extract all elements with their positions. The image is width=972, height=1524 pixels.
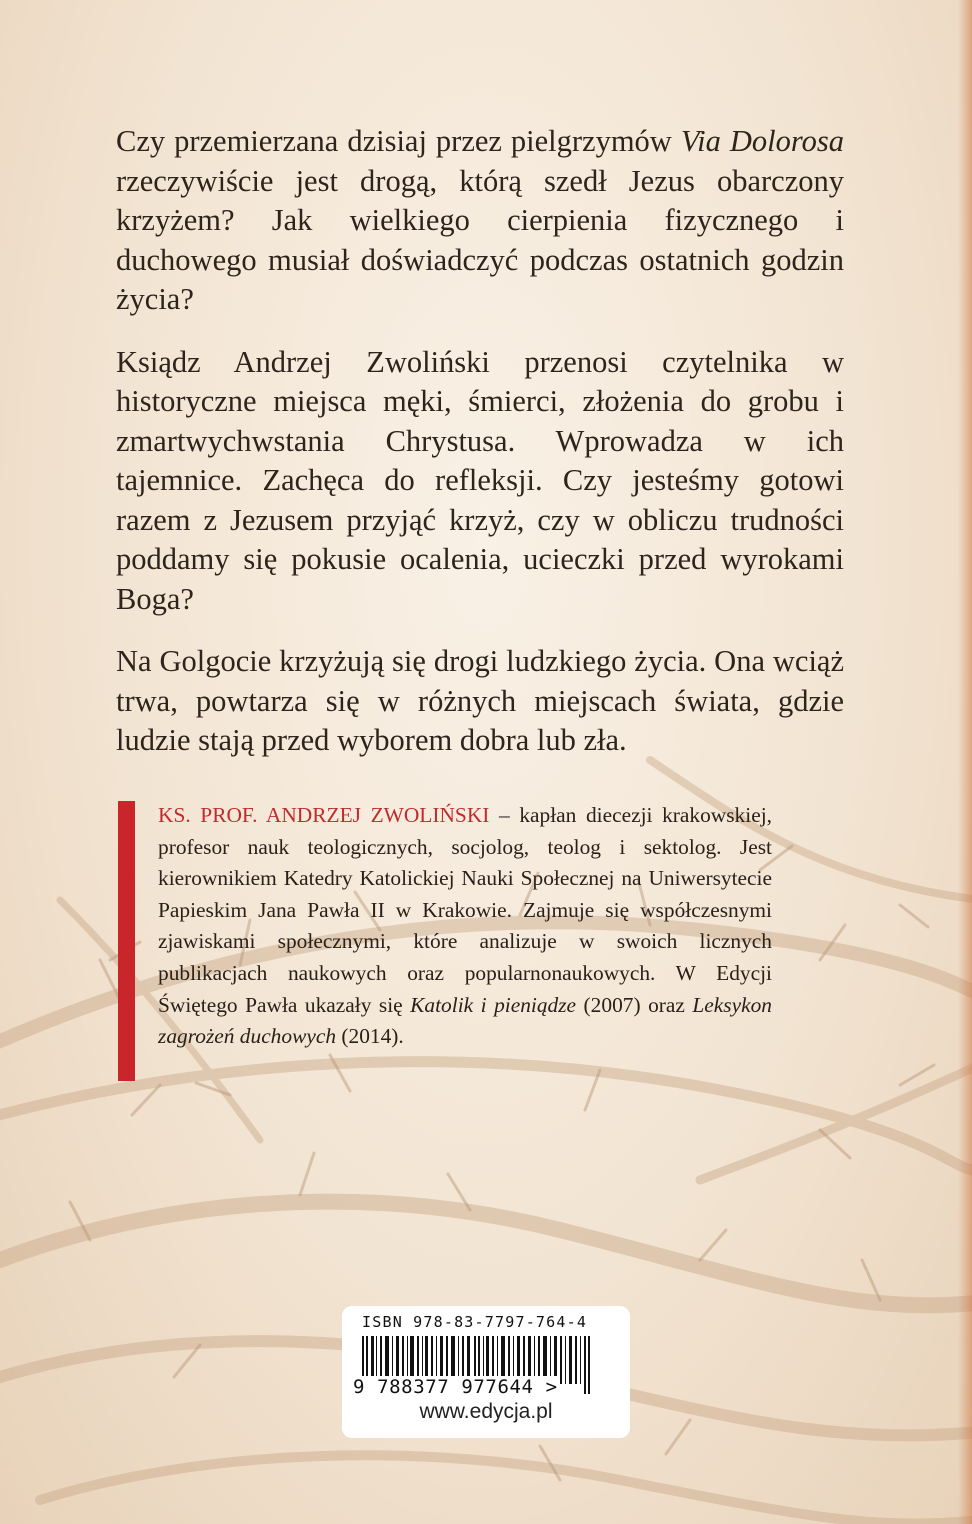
isbn-label: ISBN 978-83-7797-764-4 (362, 1313, 588, 1331)
blurb-paragraph-3: Na Golgocie krzyżują się drogi ludzkiego życia. Ona wciąż trwa, powtarza się w różnych miejscach świata, gdzie ludzie stają przed wyborem dobra lub zła. (116, 644, 844, 757)
blurb-paragraph-1: Czy przemierzana dzisiaj przez pielgrzymów Via Dolorosa rzeczywiście jest drogą, którą szedł Jezus obarczony krzyżem? Jak wielkiego cierpienia fizycznego i duchowego musiał doświadczyć podczas ostatnich godzin życia? (116, 124, 844, 316)
blurb-paragraph-2: Ksiądz Andrzej Zwoliński przenosi czytelnika w historyczne miejsca męki, śmierci, złożenia do grobu i zmartwychwstania Chrystusa. Wprowadza w ich tajemnice. Zachęca do refleksji. Czy jesteśmy gotowi razem z Jezusem przyjąć krzyż, czy w obliczu trudności poddamy się pokusie ocalenia, ucieczki przed wyrokami Boga? (116, 344, 844, 616)
cover-edge-shade (958, 0, 972, 1524)
publisher-url: www.edycja.pl (419, 1400, 553, 1423)
author-name: KS. PROF. ANDRZEJ ZWOLIŃSKI (158, 803, 490, 827)
barcode-digits: 9 788377 977644 > (353, 1376, 558, 1398)
author-accent-bar (118, 801, 135, 1081)
book-title-2: Leksykon zagrożeń duchowych (158, 992, 772, 1049)
author-bio: KS. PROF. ANDRZEJ ZWOLIŃSKI – kapłan diecezji krakowskiej, profesor nauk teologicznych, socjolog, teolog i sektolog. Jest kierownikiem Katedry Katolickiej Nauki Społecznej na Uniwersytecie Papieskim Jana Pawła II w Krakowie. Zajmuje się współczesnymi zjawiskami społecznymi, które analizuje w swoich licznych publikacjach naukowych oraz popularnonaukowych. W Edycji Świętego Pawła ukazały się Katolik i pieniądze (2007) oraz Leksykon zagrożeń duchowych (2014). (158, 803, 772, 1049)
book-title-1: Katolik i pieniądze (410, 992, 577, 1017)
blurb-text (116, 122, 844, 784)
